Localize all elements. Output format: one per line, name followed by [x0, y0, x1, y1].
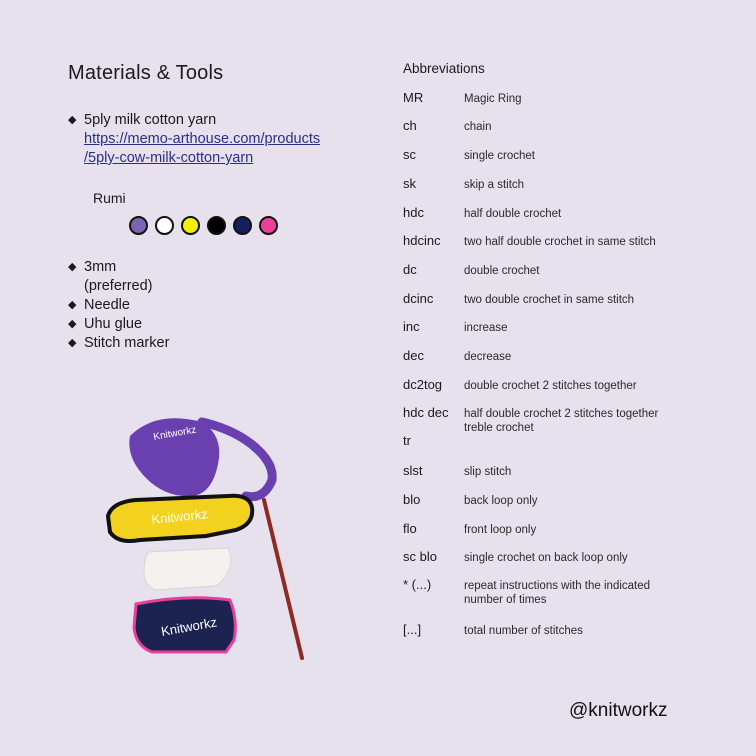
abbreviation-description: increase: [464, 322, 508, 334]
tool-label: Needle: [84, 297, 130, 313]
color-swatch: [181, 216, 200, 235]
diamond-bullet-icon: ◆: [68, 337, 77, 349]
abbreviation-description: Magic Ring: [464, 93, 522, 105]
abbreviation-row: [403, 205, 684, 221]
color-swatch: [233, 216, 252, 235]
list-item: [68, 258, 169, 296]
abbreviation-key: blo: [403, 492, 421, 507]
abbreviation-key: dc: [403, 262, 417, 277]
abbreviation-key: sc blo: [403, 549, 437, 564]
yarn-label: 5ply milk cotton yarn: [84, 112, 217, 128]
abbreviation-key: dcinc: [403, 291, 434, 306]
diamond-bullet-icon: ◆: [68, 299, 77, 311]
yarn-link-line2[interactable]: /5ply-cow-milk-cotton-yarn: [84, 150, 254, 166]
abbreviation-row: [403, 622, 684, 638]
abbreviation-key: slst: [403, 463, 423, 478]
tool-label-note: (preferred): [84, 278, 153, 294]
color-swatch: [155, 216, 174, 235]
abbreviation-row: [403, 176, 684, 192]
abbreviations-title: Abbreviations: [403, 61, 485, 76]
abbreviation-key: hdc dec: [403, 405, 449, 420]
abbreviation-row: [403, 262, 684, 278]
abbreviation-description: [464, 433, 684, 448]
abbreviation-key: MR: [403, 90, 424, 105]
abbreviation-key: flo: [403, 521, 417, 536]
abbreviation-row: [403, 319, 684, 335]
abbreviation-description: half double crochet 2 stitches together treble crochet: [464, 408, 659, 434]
watermark: Knitworkz: [152, 424, 198, 443]
abbreviation-row: [403, 147, 684, 163]
watermark: Knitworkz: [159, 614, 219, 639]
abbreviation-row: [403, 463, 684, 479]
white-piece: [144, 548, 231, 590]
abbreviation-key: ch: [403, 118, 417, 133]
color-swatch: [259, 216, 278, 235]
abbreviation-row: [403, 233, 684, 249]
list-item: [68, 315, 169, 334]
abbreviation-description: total number of stitches: [464, 625, 583, 637]
abbreviation-description: skip a stitch: [464, 179, 525, 191]
abbreviation-key: hdcinc: [403, 233, 441, 248]
abbreviation-description: two half double crochet in same stitch: [464, 236, 656, 248]
abbreviation-row: [403, 521, 684, 537]
social-handle: @knitworkz: [569, 700, 668, 721]
color-swatches: [129, 216, 278, 235]
abbreviation-description: front loop only: [464, 524, 537, 536]
abbreviation-row: [403, 492, 684, 508]
abbreviation-row: [403, 291, 684, 307]
list-item: [68, 296, 169, 315]
color-swatch: [207, 216, 226, 235]
colorway-label: Rumi: [93, 190, 126, 206]
abbreviation-description: double crochet 2 stitches together: [464, 380, 637, 392]
list-item: [68, 334, 169, 353]
abbreviation-key: inc: [403, 319, 420, 334]
tool-label: 3mm: [84, 259, 117, 275]
abbreviation-row: [403, 348, 684, 364]
abbreviation-row: [403, 405, 669, 435]
abbreviation-description: two double crochet in same stitch: [464, 294, 635, 306]
abbreviation-row: [403, 433, 684, 448]
tool-label: Uhu glue: [84, 316, 143, 332]
abbreviation-key: tr: [403, 433, 411, 448]
abbreviation-row: [403, 549, 684, 565]
abbreviation-row: [403, 377, 669, 393]
abbreviation-description: single crochet: [464, 150, 535, 162]
abbreviation-description: repeat instructions with the indicated number of times: [464, 580, 651, 606]
abbreviation-description: double crochet: [464, 265, 540, 277]
abbreviation-row: [403, 90, 684, 106]
abbreviation-description: half double crochet: [464, 208, 562, 220]
diamond-bullet-icon: ◆: [68, 261, 77, 273]
yarn-link[interactable]: [84, 130, 320, 168]
abbreviation-row: [403, 118, 684, 134]
watermark: Knitworkz: [150, 506, 209, 527]
abbreviation-description: back loop only: [464, 495, 538, 507]
abbreviation-description: decrease: [464, 351, 512, 363]
abbreviation-key: dec: [403, 348, 424, 363]
crochet-pieces-photo: [96, 408, 326, 668]
crochet-hook-icon: [264, 500, 302, 658]
yarn-link-line1[interactable]: https://memo-arthouse.com/products: [84, 131, 321, 147]
abbreviation-key: sk: [403, 176, 416, 191]
diamond-bullet-icon: ◆: [68, 318, 77, 330]
materials-title: Materials & Tools: [68, 62, 224, 84]
abbreviation-key: * (...): [403, 577, 432, 592]
abbreviation-key: sc: [403, 147, 416, 162]
materials-list: [68, 111, 320, 168]
tool-label: Stitch marker: [84, 335, 170, 351]
abbreviation-key: hdc: [403, 205, 424, 220]
color-swatch: [129, 216, 148, 235]
abbreviation-description: chain: [464, 121, 492, 133]
abbreviation-key: dc2tog: [403, 377, 443, 392]
list-item: [68, 111, 320, 168]
abbreviation-row: [403, 577, 669, 607]
abbreviation-description: slip stitch: [464, 466, 512, 478]
tools-list: [68, 258, 169, 353]
diamond-bullet-icon: ◆: [68, 114, 77, 126]
abbreviation-key: [...]: [403, 622, 422, 637]
abbreviation-description: single crochet on back loop only: [464, 552, 628, 564]
